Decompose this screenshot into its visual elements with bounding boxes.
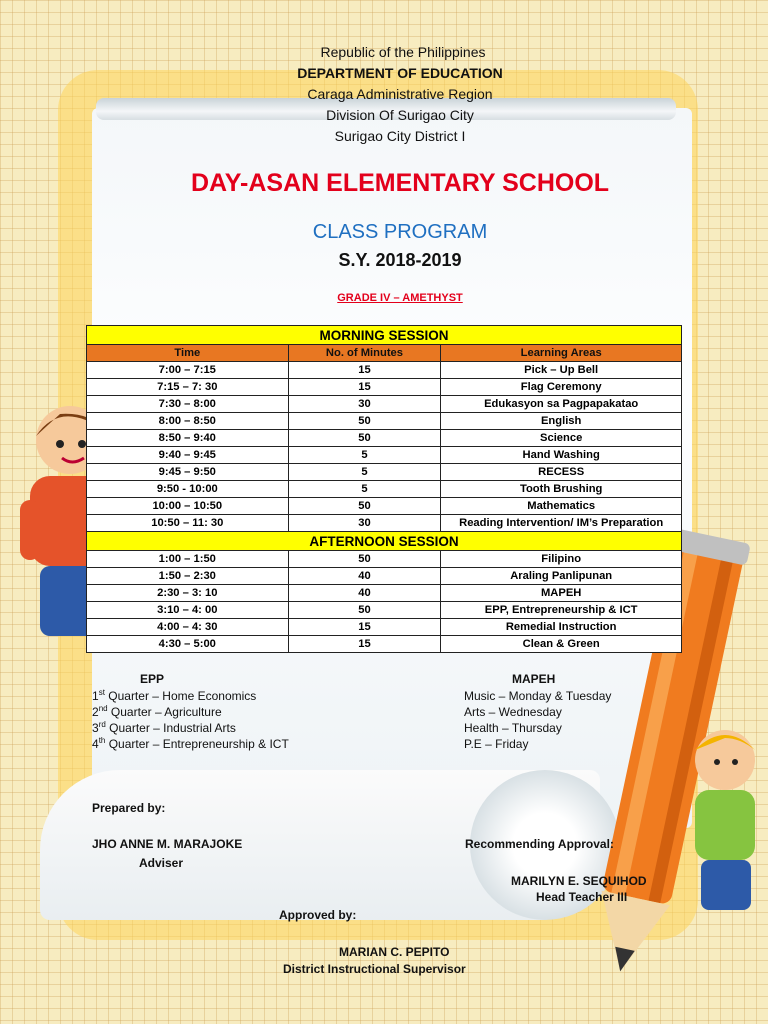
quarter-ordinal: st bbox=[98, 688, 105, 697]
morning-session-row bbox=[87, 326, 682, 345]
column-header: Time bbox=[87, 345, 289, 362]
schedule-row bbox=[87, 551, 682, 568]
schedule-row bbox=[87, 430, 682, 447]
learning-area-cell: RECESS bbox=[441, 464, 682, 481]
minutes-cell: 50 bbox=[288, 413, 441, 430]
quarter-number: 1 bbox=[92, 689, 99, 703]
quarter-ordinal: th bbox=[98, 736, 106, 745]
quarter-ordinal: nd bbox=[98, 704, 108, 713]
program-title: CLASS PROGRAM bbox=[312, 221, 488, 243]
schedule-row bbox=[87, 362, 682, 379]
learning-area-cell: Science bbox=[441, 430, 682, 447]
learning-area-cell: English bbox=[441, 413, 682, 430]
quarter-subject: Quarter – Entrepreneurship & ICT bbox=[105, 737, 289, 751]
minutes-cell: 40 bbox=[288, 568, 441, 585]
header-region: Caraga Administrative Region bbox=[307, 86, 493, 102]
learning-area-cell: Pick – Up Bell bbox=[441, 362, 682, 379]
minutes-cell: 50 bbox=[288, 498, 441, 515]
time-cell: 8:50 – 9:40 bbox=[87, 430, 289, 447]
minutes-cell: 30 bbox=[288, 515, 441, 532]
afternoon-session-row bbox=[87, 532, 682, 551]
learning-area-cell: Mathematics bbox=[441, 498, 682, 515]
schedule-row bbox=[87, 636, 682, 653]
schedule-row bbox=[87, 585, 682, 602]
epp-quarter-item bbox=[92, 705, 222, 719]
minutes-cell: 50 bbox=[288, 551, 441, 568]
time-cell: 9:50 - 10:00 bbox=[87, 481, 289, 498]
schedule-row bbox=[87, 498, 682, 515]
minutes-cell: 5 bbox=[288, 481, 441, 498]
afternoon-session-label: AFTERNOON SESSION bbox=[87, 532, 682, 551]
learning-area-cell: Clean & Green bbox=[441, 636, 682, 653]
mapeh-schedule-item: P.E – Friday bbox=[464, 737, 529, 751]
epp-quarter-item bbox=[92, 689, 256, 703]
quarter-subject: Quarter – Home Economics bbox=[104, 689, 257, 703]
schedule-row bbox=[87, 568, 682, 585]
school-year: S.Y. 2018-2019 bbox=[338, 250, 462, 270]
header-department: DEPARTMENT OF EDUCATION bbox=[297, 65, 503, 81]
time-cell: 7:30 – 8:00 bbox=[87, 396, 289, 413]
class-schedule-table bbox=[86, 325, 682, 653]
learning-area-cell: Filipino bbox=[441, 551, 682, 568]
morning-session-label: MORNING SESSION bbox=[87, 326, 682, 345]
quarter-number: 4 bbox=[92, 737, 99, 751]
minutes-cell: 50 bbox=[288, 602, 441, 619]
approved-by-name: MARIAN C. PEPITO bbox=[339, 945, 450, 959]
approved-by-title: District Instructional Supervisor bbox=[283, 962, 466, 976]
recommending-label: Recommending Approval: bbox=[465, 837, 614, 851]
minutes-cell: 40 bbox=[288, 585, 441, 602]
header-district: Surigao City District I bbox=[334, 128, 466, 144]
time-cell: 1:00 – 1:50 bbox=[87, 551, 289, 568]
learning-area-cell: Tooth Brushing bbox=[441, 481, 682, 498]
mapeh-schedule-item: Arts – Wednesday bbox=[464, 705, 562, 719]
schedule-row bbox=[87, 515, 682, 532]
quarter-number: 2 bbox=[92, 705, 99, 719]
mapeh-schedule-item: Health – Thursday bbox=[464, 721, 562, 735]
schedule-row bbox=[87, 447, 682, 464]
school-name: DAY-ASAN ELEMENTARY SCHOOL bbox=[190, 169, 610, 197]
prepared-by-name: JHO ANNE M. MARAJOKE bbox=[92, 837, 243, 851]
minutes-cell: 5 bbox=[288, 464, 441, 481]
schedule-row bbox=[87, 413, 682, 430]
prepared-by-title: Adviser bbox=[139, 856, 184, 870]
minutes-cell: 15 bbox=[288, 619, 441, 636]
prepared-by-label: Prepared by: bbox=[92, 801, 166, 815]
learning-area-cell: Araling Panlipunan bbox=[441, 568, 682, 585]
epp-title: EPP bbox=[140, 672, 165, 686]
time-cell: 10:00 – 10:50 bbox=[87, 498, 289, 515]
schedule-row bbox=[87, 619, 682, 636]
minutes-cell: 15 bbox=[288, 636, 441, 653]
column-header-row bbox=[87, 345, 682, 362]
minutes-cell: 15 bbox=[288, 379, 441, 396]
mapeh-title: MAPEH bbox=[512, 672, 556, 686]
epp-quarter-item bbox=[92, 721, 236, 735]
header-division: Division Of Surigao City bbox=[326, 107, 474, 123]
learning-area-cell: MAPEH bbox=[441, 585, 682, 602]
learning-area-cell: Edukasyon sa Pagpapakatao bbox=[441, 396, 682, 413]
mapeh-schedule-item: Music – Monday & Tuesday bbox=[464, 689, 612, 703]
time-cell: 4:30 – 5:00 bbox=[87, 636, 289, 653]
schedule-row bbox=[87, 464, 682, 481]
time-cell: 2:30 – 3: 10 bbox=[87, 585, 289, 602]
time-cell: 7:00 – 7:15 bbox=[87, 362, 289, 379]
learning-area-cell: Flag Ceremony bbox=[441, 379, 682, 396]
time-cell: 3:10 – 4: 00 bbox=[87, 602, 289, 619]
time-cell: 10:50 – 11: 30 bbox=[87, 515, 289, 532]
schedule-row bbox=[87, 396, 682, 413]
quarter-number: 3 bbox=[92, 721, 99, 735]
approved-by-label: Approved by: bbox=[279, 908, 357, 922]
minutes-cell: 5 bbox=[288, 447, 441, 464]
time-cell: 8:00 – 8:50 bbox=[87, 413, 289, 430]
quarter-subject: Quarter – Industrial Arts bbox=[105, 721, 236, 735]
header-republic: Republic of the Philippines bbox=[320, 44, 486, 60]
minutes-cell: 50 bbox=[288, 430, 441, 447]
quarter-subject: Quarter – Agriculture bbox=[107, 705, 222, 719]
schedule-row bbox=[87, 481, 682, 498]
time-cell: 7:15 – 7: 30 bbox=[87, 379, 289, 396]
minutes-cell: 30 bbox=[288, 396, 441, 413]
column-header: Learning Areas bbox=[441, 345, 682, 362]
time-cell: 9:45 – 9:50 bbox=[87, 464, 289, 481]
epp-quarter-item bbox=[92, 737, 289, 751]
time-cell: 1:50 – 2:30 bbox=[87, 568, 289, 585]
learning-area-cell: EPP, Entrepreneurship & ICT bbox=[441, 602, 682, 619]
schedule-row bbox=[87, 379, 682, 396]
schedule-row bbox=[87, 602, 682, 619]
learning-area-cell: Remedial Instruction bbox=[441, 619, 682, 636]
schedule-body bbox=[87, 326, 682, 653]
recommending-title: Head Teacher III bbox=[536, 890, 628, 904]
learning-area-cell: Reading Intervention/ IM’s Preparation bbox=[441, 515, 682, 532]
time-cell: 4:00 – 4: 30 bbox=[87, 619, 289, 636]
learning-area-cell: Hand Washing bbox=[441, 447, 682, 464]
grade-section: GRADE IV – AMETHYST bbox=[337, 292, 463, 304]
recommending-name: MARILYN E. SEQUIHOD bbox=[511, 874, 647, 888]
column-header: No. of Minutes bbox=[288, 345, 441, 362]
time-cell: 9:40 – 9:45 bbox=[87, 447, 289, 464]
quarter-ordinal: rd bbox=[98, 720, 106, 729]
minutes-cell: 15 bbox=[288, 362, 441, 379]
